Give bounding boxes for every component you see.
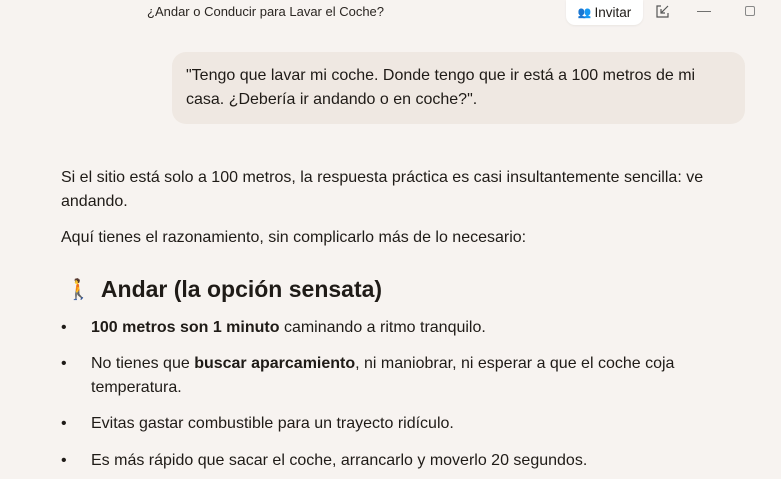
walking-person-icon: 🚶 [66, 279, 91, 301]
minimize-button[interactable]: — [697, 2, 711, 18]
invite-button[interactable] [566, 0, 643, 25]
invite-label: Invitar [594, 5, 632, 20]
list-item: • No tienes que buscar aparcamiento, ni maniobrar, ni esperar a que el coche coja temperatura. [61, 352, 741, 400]
list-item: • Es más rápido que sacar el coche, arrancarlo y moverlo 20 segundos. [61, 449, 741, 473]
user-message: "Tengo que lavar mi coche. Donde tengo que ir está a 100 metros de mi casa. ¿Debería ir andando o en coche?". [172, 52, 745, 124]
answer-paragraph: Aquí tienes el razonamiento, sin complicarlo más de lo necesario: [61, 229, 527, 246]
popout-icon[interactable] [655, 4, 670, 22]
section-heading: 🚶 Andar (la opción sensata) [66, 276, 383, 302]
answer-paragraph: Si el sitio está solo a 100 metros, la respuesta práctica es casi insultantemente sencilla: ve andando. [61, 169, 704, 210]
list-item: • Evitas gastar combustible para un trayecto ridículo. [61, 412, 741, 436]
conversation-title: ¿Andar o Conducir para Lavar el Coche? [147, 4, 385, 19]
maximize-button[interactable] [745, 3, 755, 16]
add-user-icon: 👥 [577, 7, 592, 19]
list-item: • 100 metros son 1 minuto caminando a ritmo tranquilo. [61, 316, 741, 340]
